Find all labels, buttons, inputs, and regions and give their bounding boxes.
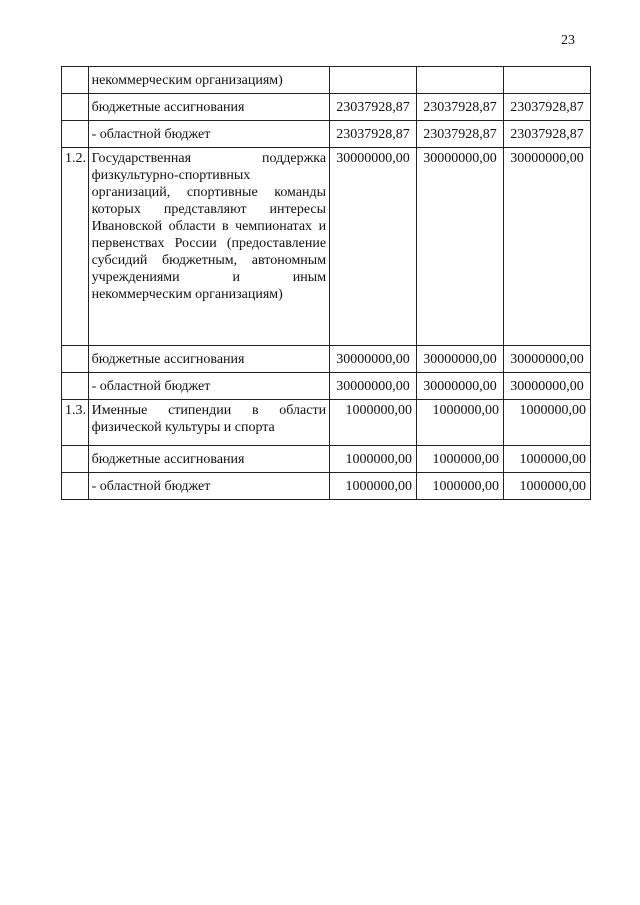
table-row bbox=[62, 346, 591, 373]
row-number bbox=[62, 121, 89, 148]
table-row bbox=[62, 473, 591, 500]
table-row bbox=[62, 446, 591, 473]
value-cell: 23037928,87 bbox=[504, 94, 591, 121]
row-title: Именные стипендии в области физической культуры и спорта bbox=[88, 400, 329, 446]
row-title: Государственная поддержка физкультурно-спортивных организаций, спортивные команды которых представляют интересы Ивановской области в чемпионатах и первенствах России (предоставление субсидий бюджетным, автономным учреждениями и иным некоммерческим организациям) bbox=[88, 148, 329, 346]
row-title: бюджетные ассигнования bbox=[88, 446, 329, 473]
value-cell: 30000000,00 bbox=[504, 148, 591, 346]
value-cell: 1000000,00 bbox=[504, 446, 591, 473]
table-row bbox=[62, 373, 591, 400]
value-cell: 30000000,00 bbox=[330, 148, 417, 346]
row-number bbox=[62, 94, 89, 121]
value-cell: 30000000,00 bbox=[417, 373, 504, 400]
budget-table bbox=[61, 66, 591, 500]
value-cell: 30000000,00 bbox=[504, 373, 591, 400]
value-cell: 1000000,00 bbox=[330, 473, 417, 500]
row-number bbox=[62, 67, 89, 94]
value-cell: 1000000,00 bbox=[504, 400, 591, 446]
value-cell bbox=[417, 67, 504, 94]
value-cell: 1000000,00 bbox=[330, 400, 417, 446]
value-cell: 1000000,00 bbox=[417, 446, 504, 473]
value-cell: 23037928,87 bbox=[417, 94, 504, 121]
row-title: - областной бюджет bbox=[88, 373, 329, 400]
value-cell: 30000000,00 bbox=[417, 148, 504, 346]
row-number bbox=[62, 446, 89, 473]
page-number: 23 bbox=[561, 33, 575, 48]
row-number bbox=[62, 346, 89, 373]
value-cell bbox=[330, 67, 417, 94]
row-title: некоммерческим организациям) bbox=[88, 67, 329, 94]
value-cell: 1000000,00 bbox=[504, 473, 591, 500]
row-title: - областной бюджет bbox=[88, 121, 329, 148]
value-cell: 30000000,00 bbox=[504, 346, 591, 373]
row-title: - областной бюджет bbox=[88, 473, 329, 500]
value-cell: 30000000,00 bbox=[417, 346, 504, 373]
value-cell: 1000000,00 bbox=[417, 473, 504, 500]
value-cell: 23037928,87 bbox=[330, 121, 417, 148]
value-cell: 1000000,00 bbox=[330, 446, 417, 473]
row-number: 1.3. bbox=[62, 400, 89, 446]
table-row bbox=[62, 148, 591, 346]
value-cell: 30000000,00 bbox=[330, 373, 417, 400]
row-number bbox=[62, 373, 89, 400]
table-row bbox=[62, 94, 591, 121]
row-title: бюджетные ассигнования bbox=[88, 94, 329, 121]
row-title: бюджетные ассигнования bbox=[88, 346, 329, 373]
value-cell: 23037928,87 bbox=[330, 94, 417, 121]
value-cell: 23037928,87 bbox=[504, 121, 591, 148]
table-row bbox=[62, 121, 591, 148]
value-cell bbox=[504, 67, 591, 94]
value-cell: 30000000,00 bbox=[330, 346, 417, 373]
table-row bbox=[62, 400, 591, 446]
row-number bbox=[62, 473, 89, 500]
row-number: 1.2. bbox=[62, 148, 89, 346]
value-cell: 1000000,00 bbox=[417, 400, 504, 446]
value-cell: 23037928,87 bbox=[417, 121, 504, 148]
table-row bbox=[62, 67, 591, 94]
